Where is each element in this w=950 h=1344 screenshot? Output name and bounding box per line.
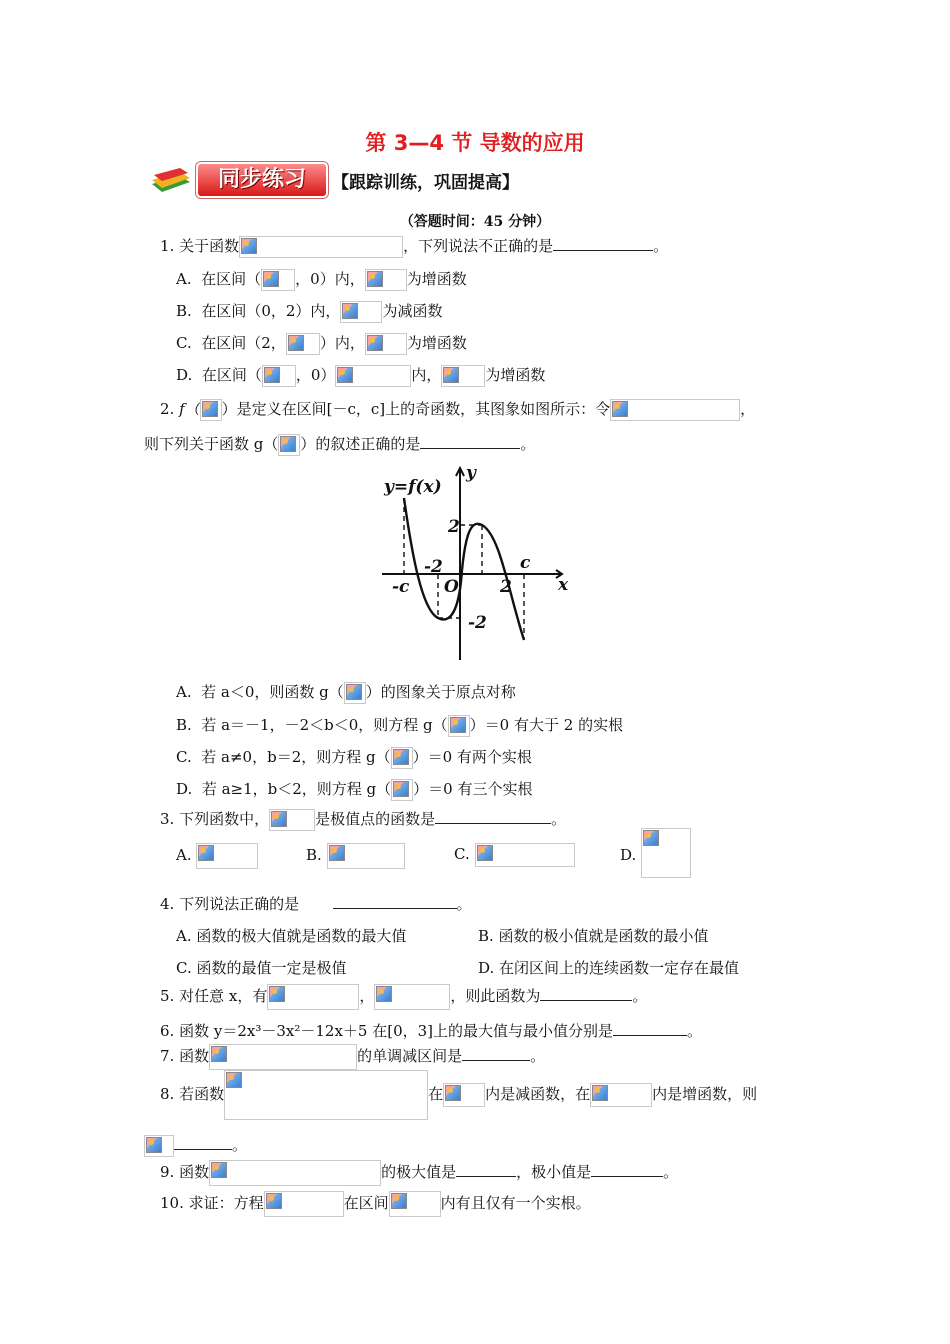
q3-option-b xyxy=(306,843,405,869)
answer-blank[interactable] xyxy=(591,1162,663,1177)
question-2-line-2 xyxy=(144,433,535,456)
y-label: y xyxy=(466,463,476,483)
formula-image xyxy=(200,399,222,421)
function-graph xyxy=(376,460,572,664)
q-text: 函数 xyxy=(179,1047,210,1065)
q-text: ， xyxy=(359,987,375,1005)
option-label: A. xyxy=(176,846,192,864)
formula-image xyxy=(239,236,403,258)
option-label: D. xyxy=(620,846,637,864)
q1-option-b xyxy=(176,300,442,323)
option-label: B. xyxy=(176,302,192,320)
option-label: A. xyxy=(176,683,192,701)
q-text: 内是增函数，则 xyxy=(652,1085,758,1103)
option-label: C. xyxy=(176,334,192,352)
formula-image xyxy=(590,1083,652,1107)
option-label: A. xyxy=(176,270,192,288)
origin-label: O xyxy=(444,577,459,597)
question-5 xyxy=(160,984,647,1010)
q-text: 求证：方程 xyxy=(188,1194,264,1212)
question-4 xyxy=(160,893,472,914)
q-text: 的单调减区间是 xyxy=(357,1047,463,1065)
option-label: C. xyxy=(454,845,470,863)
tick-pos2-y: 2 xyxy=(448,517,460,537)
q-text: 则下列关于函数 g（ xyxy=(144,435,279,453)
q-text: 是极值点的函数是 xyxy=(315,810,436,828)
option-text: 在区间（ xyxy=(201,270,262,288)
option-text: ）＝0 有大于 2 的实根 xyxy=(469,716,624,734)
q-text: ）是定义在区间[－c，c]上的奇函数，其图象如图所示：令 xyxy=(221,400,611,418)
formula-image xyxy=(267,984,359,1010)
q-text: 对任意 x，有 xyxy=(179,987,268,1005)
question-3 xyxy=(160,808,566,831)
question-8-line-2 xyxy=(144,1134,247,1157)
page-title: 第 3—4 节 导数的应用 xyxy=(365,131,585,155)
q-text: 。 xyxy=(687,1022,703,1040)
q-text: 。 xyxy=(653,237,669,255)
formula-image xyxy=(389,1191,441,1217)
option-text: ）＝0 有两个实根 xyxy=(412,748,532,766)
q4-option-b: B. 函数的极小值就是函数的最小值 xyxy=(478,927,709,945)
q-text: 下列函数中， xyxy=(179,810,270,828)
option-text: 若 a≥1，b＜2，则方程 g（ xyxy=(201,780,392,798)
q-text: 函数 y＝2x³－3x²－12x＋5 在[0，3]上的最大值与最小值分别是 xyxy=(179,1022,614,1040)
formula-image xyxy=(144,1135,174,1157)
option-label: B. xyxy=(306,846,322,864)
tick-pos2-x: 2 xyxy=(500,577,512,597)
answer-blank[interactable] xyxy=(174,1135,232,1150)
question-2 xyxy=(160,398,755,421)
q2-option-b xyxy=(176,714,623,737)
func-label: y=f(x) xyxy=(384,477,442,497)
answer-blank[interactable] xyxy=(435,809,551,824)
option-text: ）的图象关于原点对称 xyxy=(365,683,516,701)
q-text: 关于函数 xyxy=(179,237,240,255)
option-text: 在区间（2， xyxy=(201,334,286,352)
formula-image xyxy=(335,365,411,387)
formula-image xyxy=(196,843,258,869)
answer-blank[interactable] xyxy=(333,894,457,909)
formula-image xyxy=(448,715,470,737)
q-number: 8. xyxy=(160,1085,175,1103)
answer-blank[interactable] xyxy=(613,1021,687,1036)
q-text: ，极小值是 xyxy=(516,1163,592,1181)
q4-option-a: A. 函数的极大值就是函数的最大值 xyxy=(176,927,407,945)
formula-image xyxy=(264,1191,344,1217)
formula-image xyxy=(443,1083,485,1107)
tick-neg2-x: -2 xyxy=(424,557,443,577)
curve xyxy=(404,498,524,640)
q-number: 10. xyxy=(160,1194,184,1212)
formula-image xyxy=(365,269,407,291)
option-text: 为增函数 xyxy=(485,366,546,384)
option-text: ）＝0 有三个实根 xyxy=(413,780,533,798)
option-text: ，0）内， xyxy=(295,270,365,288)
q4-option-c: C. 函数的最值一定是极值 xyxy=(176,959,347,977)
q-text: 。 xyxy=(530,1047,546,1065)
option-text: ）内， xyxy=(319,334,365,352)
option-text: 为减函数 xyxy=(382,302,443,320)
banner-tag: 同步练习 xyxy=(196,162,328,198)
books-icon xyxy=(150,166,192,194)
formula-image xyxy=(391,747,413,769)
question-8 xyxy=(160,1070,757,1120)
q-text: 。 xyxy=(520,435,536,453)
q-text: 若函数 xyxy=(179,1085,225,1103)
banner-subtitle: 【跟踪训练，巩固提高】 xyxy=(332,173,519,193)
formula-image xyxy=(261,269,295,291)
q-text: 。 xyxy=(551,810,567,828)
option-text: ，0） xyxy=(295,366,336,384)
q-text: f（ xyxy=(179,400,200,418)
formula-image xyxy=(278,434,300,456)
q2-option-d xyxy=(176,778,532,801)
formula-image xyxy=(365,333,407,355)
q-text: ， xyxy=(740,400,756,418)
formula-image xyxy=(344,682,366,704)
q-text: 。 xyxy=(456,895,472,913)
q3-option-a xyxy=(176,843,258,869)
q1-option-d xyxy=(176,364,545,387)
q-number: 6. xyxy=(160,1022,175,1040)
option-text: 内， xyxy=(411,366,442,384)
x-label: x xyxy=(558,575,569,595)
option-text: 在区间（0，2）内， xyxy=(201,302,341,320)
formula-image xyxy=(641,828,691,878)
q2-option-a xyxy=(176,681,516,704)
question-7 xyxy=(160,1044,545,1070)
option-label: D. xyxy=(176,780,193,798)
tick-neg2-y: -2 xyxy=(468,613,487,633)
question-10 xyxy=(160,1191,591,1217)
formula-image xyxy=(209,1044,357,1070)
q-number: 3. xyxy=(160,810,175,828)
q-text: 。 xyxy=(632,987,648,1005)
q-number: 4. xyxy=(160,895,175,913)
q3-option-d xyxy=(620,828,691,878)
answer-blank[interactable] xyxy=(462,1046,530,1061)
q4-option-d: D. 在闭区间上的连续函数一定存在最值 xyxy=(478,959,740,977)
q-text: 。 xyxy=(232,1136,248,1154)
q-text: 内有且仅有一个实根。 xyxy=(440,1194,591,1212)
tick-c: c xyxy=(520,553,531,573)
q-number: 2. xyxy=(160,400,175,418)
q-number: 9. xyxy=(160,1163,175,1181)
option-text: 若 a＜0，则函数 g（ xyxy=(201,683,344,701)
question-9 xyxy=(160,1160,678,1186)
q-number: 5. xyxy=(160,987,175,1005)
q1-option-c xyxy=(176,332,467,355)
option-text: 若 a≠0，b＝2，则方程 g（ xyxy=(201,748,391,766)
formula-image xyxy=(475,843,575,867)
answer-blank[interactable] xyxy=(456,1162,516,1177)
q-number: 1. xyxy=(160,237,175,255)
answer-blank[interactable] xyxy=(540,986,632,1001)
q-text: 内是减函数，在 xyxy=(485,1085,591,1103)
option-text: 为增函数 xyxy=(406,334,467,352)
option-label: B. xyxy=(176,716,192,734)
q-text: 在区间 xyxy=(343,1194,389,1212)
formula-image xyxy=(269,809,315,831)
answer-blank[interactable] xyxy=(553,236,653,251)
question-6 xyxy=(160,1020,702,1041)
formula-image xyxy=(327,843,405,869)
q-text: 下列说法正确的是 xyxy=(179,895,300,913)
q3-option-c xyxy=(454,843,575,867)
q1-option-a xyxy=(176,268,467,291)
formula-image xyxy=(374,984,450,1010)
q-text: 函数 xyxy=(179,1163,210,1181)
formula-image xyxy=(441,365,485,387)
q-text: ，则此函数为 xyxy=(450,987,541,1005)
q2-option-c xyxy=(176,746,532,769)
q-number: 7. xyxy=(160,1047,175,1065)
formula-image xyxy=(610,399,740,421)
option-text: 为增函数 xyxy=(406,270,467,288)
q-text: ，下列说法不正确的是 xyxy=(403,237,554,255)
formula-image xyxy=(286,333,320,355)
option-label: C. xyxy=(176,748,192,766)
q-text: 。 xyxy=(663,1163,679,1181)
tick-neg-c: -c xyxy=(392,577,410,597)
formula-image xyxy=(209,1160,381,1186)
q-text: ）的叙述正确的是 xyxy=(300,435,421,453)
question-1 xyxy=(160,235,668,258)
formula-image xyxy=(391,779,413,801)
answer-blank[interactable] xyxy=(420,434,520,449)
option-label: D. xyxy=(176,366,193,384)
option-text: 在区间（ xyxy=(201,366,262,384)
q-text: 在 xyxy=(428,1085,444,1103)
q-text: 的极大值是 xyxy=(381,1163,457,1181)
formula-image xyxy=(262,365,296,387)
formula-image xyxy=(224,1070,428,1120)
time-note: （答题时间：45 分钟） xyxy=(399,214,551,230)
option-text: 若 a＝－1，－2＜b＜0，则方程 g（ xyxy=(201,716,448,734)
formula-image xyxy=(340,301,382,323)
